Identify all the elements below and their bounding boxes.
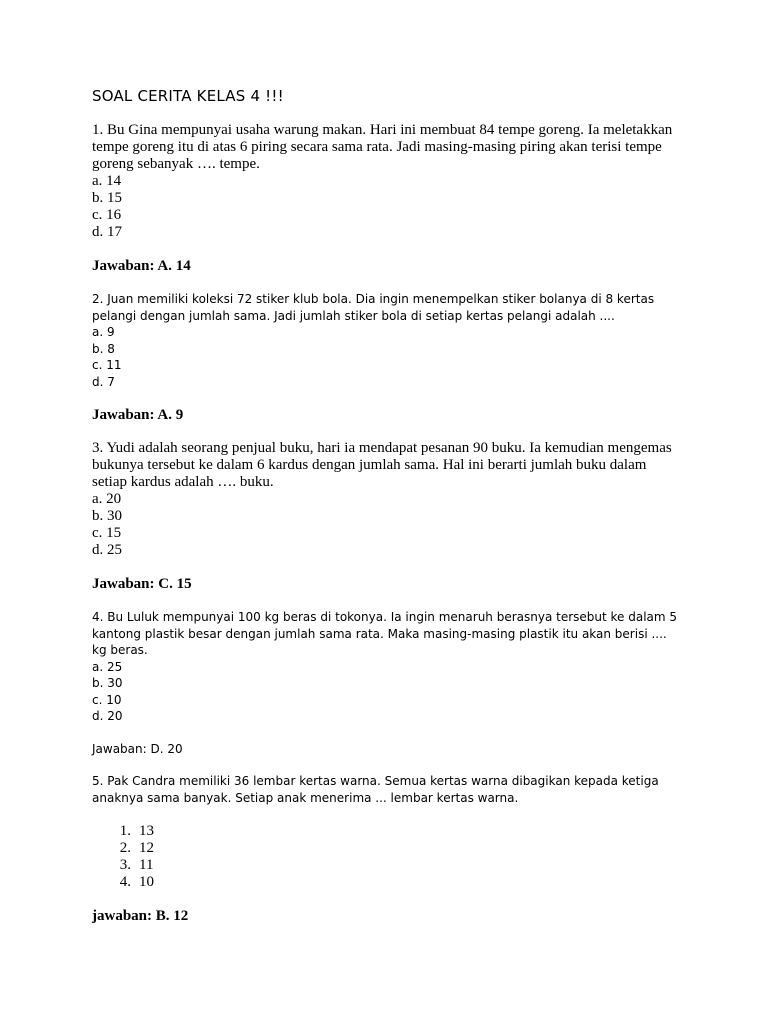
option-2 (92, 840, 682, 857)
option-number: 2. (119, 840, 131, 856)
question-4 (92, 609, 682, 757)
option-c: c. 16 (92, 207, 122, 223)
answer-2-wrap (92, 407, 682, 424)
option-a: a. 20 (92, 491, 122, 507)
question-text: 4. Bu Luluk mempunyai 100 kg beras di tokonya. Ia ingin menaruh berasnya tersebut ke dalam 5 kantong plastik besar dengan jumlah sama rata. Maka masing-masing plastik itu akan berisi .... kg beras. (92, 610, 678, 657)
option-label: 11 (139, 857, 154, 873)
option-c: c. 15 (92, 525, 122, 541)
numbered-options (92, 823, 682, 891)
option-d: d. 7 (92, 374, 115, 389)
option-label: 12 (139, 840, 154, 856)
option-a: a. 25 (92, 659, 123, 674)
answer-1: Jawaban: A. 14 (92, 258, 191, 274)
answer-5: jawaban: B. 12 (92, 908, 189, 924)
option-4 (92, 874, 682, 891)
question-text: 2. Juan memiliki koleksi 72 stiker klub bola. Dia ingin menempelkan stiker bolanya di 8 kertas pelangi dengan jumlah sama. Jadi jumlah stiker bola di setiap kertas pelangi adalah .... (92, 292, 655, 323)
option-d: d. 17 (92, 224, 122, 240)
option-b: b. 30 (92, 508, 122, 524)
option-a: a. 9 (92, 325, 115, 339)
answer-2: Jawaban: A. 9 (92, 407, 184, 423)
question-1 (92, 122, 682, 275)
spacer (92, 806, 682, 823)
option-b: b. 30 (92, 676, 123, 690)
option-a: a. 14 (92, 173, 122, 189)
answer-5-wrap (92, 908, 682, 925)
answer-3: Jawaban: C. 15 (92, 576, 192, 592)
option-1 (92, 823, 682, 840)
question-text: 5. Pak Candra memiliki 36 lembar kertas warna. Semua kertas warna dibagikan kepada ketiga anaknya sama banyak. Setiap anak menerima ... lembar kertas warna. (92, 774, 659, 805)
answer-4: Jawaban: D. 20 (92, 741, 183, 756)
option-b: b. 8 (92, 341, 115, 356)
option-c: c. 10 (92, 692, 122, 707)
option-number: 1. (119, 823, 131, 839)
option-d: d. 20 (92, 709, 123, 723)
question-text: 1. Bu Gina mempunyai usaha warung makan. Hari ini membuat 84 tempe goreng. Ia meletakkan tempe goreng itu di atas 6 piring secara sama rata. Jadi masing-masing piring akan terisi tempe goreng sebanyak …. tempe. (92, 122, 673, 172)
option-number: 3. (119, 857, 131, 873)
option-label: 10 (139, 874, 154, 890)
option-3 (92, 857, 682, 874)
question-5 (92, 773, 682, 806)
option-d: d. 25 (92, 542, 122, 558)
question-3 (92, 440, 682, 593)
question-text: 3. Yudi adalah seorang penjual buku, hari ia mendapat pesanan 90 buku. Ia kemudian mengemas bukunya tersebut ke dalam 6 kardus dengan jumlah sama. Hal ini berarti jumlah buku dalam setiap kardus adalah …. buku. (92, 440, 672, 490)
page-title: SOAL CERITA KELAS 4 !!! (92, 87, 284, 105)
option-b: b. 15 (92, 190, 122, 206)
option-number: 4. (119, 874, 131, 890)
option-label: 13 (139, 823, 154, 839)
question-2 (92, 291, 682, 390)
option-c: c. 11 (92, 358, 122, 372)
document-page (92, 86, 682, 941)
